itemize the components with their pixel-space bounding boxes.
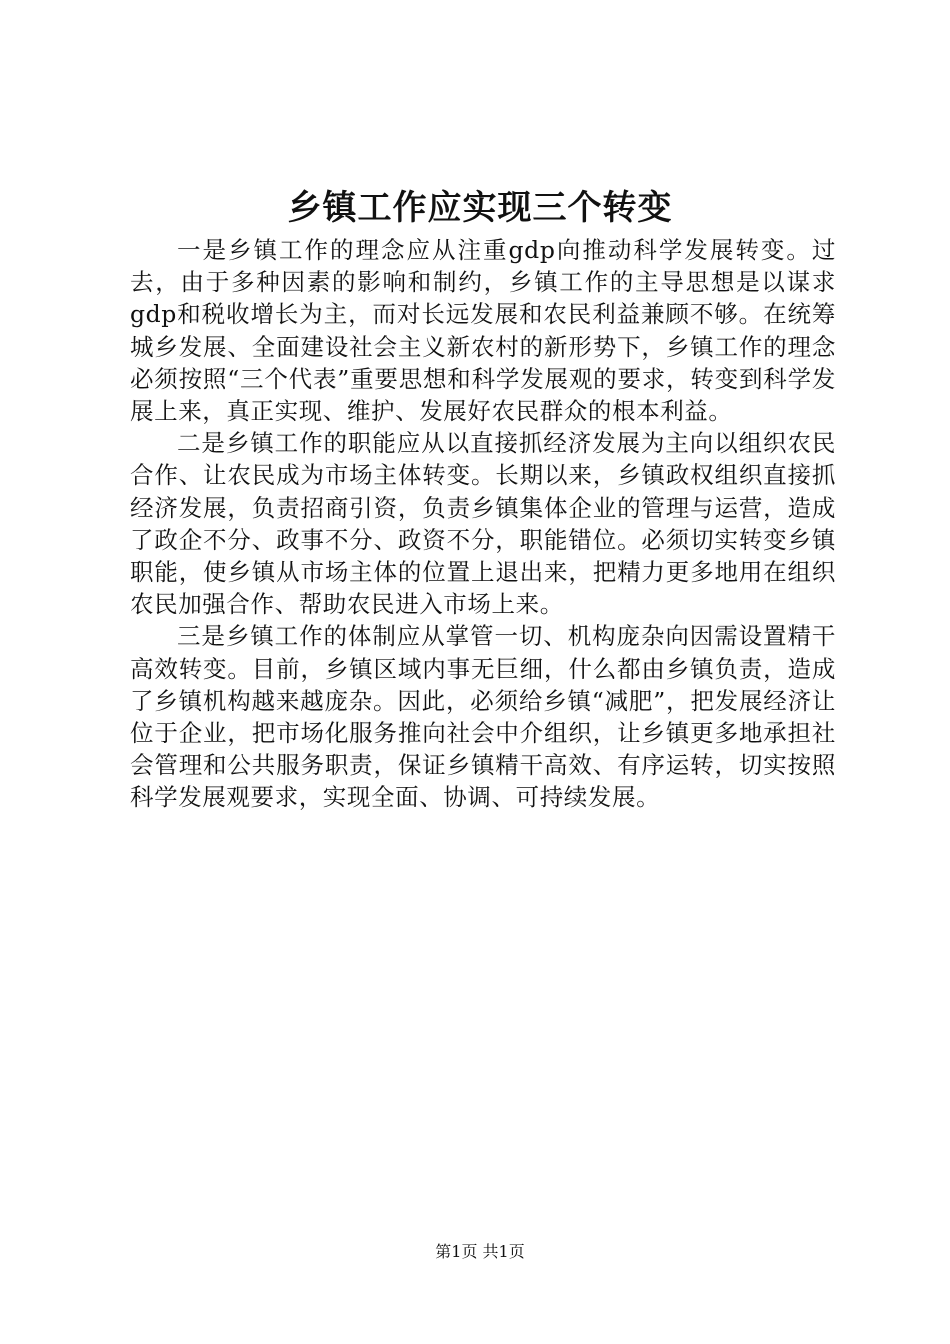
paragraph-3: 三是乡镇工作的体制应从掌管一切、机构庞杂向因需设置精干高效转变。目前，乡镇区域内事无巨细，什么都由乡镇负责，造成了乡镇机构越来越庞杂。因此，必须给乡镇“减肥”，把发展经济让位于企业，把市场化服务推向社会中介组织，让乡镇更多地承担社会管理和公共服务职责，保证乡镇精干高效、有序运转，切实按照科学发展观要求，实现全面、协调、可持续发展。 — [130, 622, 836, 812]
paragraph-1: 一是乡镇工作的理念应从注重gdp向推动科学发展转变。过去，由于多种因素的影响和制约，乡镇工作的主导思想是以谋求gdp和税收增长为主，而对长远发展和农民利益兼顾不够。在统筹城乡发展、全面建设社会主义新农村的新形势下，乡镇工作的理念必须按照“三个代表”重要思想和科学发展观的要求，转变到科学发展上来，真正实现、维护、发展好农民群众的根本利益。 — [130, 236, 836, 426]
paragraph-2: 二是乡镇工作的职能应从以直接抓经济发展为主向以组织农民合作、让农民成为市场主体转变。长期以来，乡镇政权组织直接抓经济发展，负责招商引资，负责乡镇集体企业的管理与运营，造成了政企不分、政事不分、政资不分，职能错位。必须切实转变乡镇职能，使乡镇从市场主体的位置上退出来，把精力更多地用在组织农民加强合作、帮助农民进入市场上来。 — [130, 429, 836, 619]
document-title: 乡镇工作应实现三个转变 — [287, 188, 673, 228]
page-footer: 第1页 共1页 — [435, 1242, 525, 1261]
document-body — [130, 234, 836, 814]
